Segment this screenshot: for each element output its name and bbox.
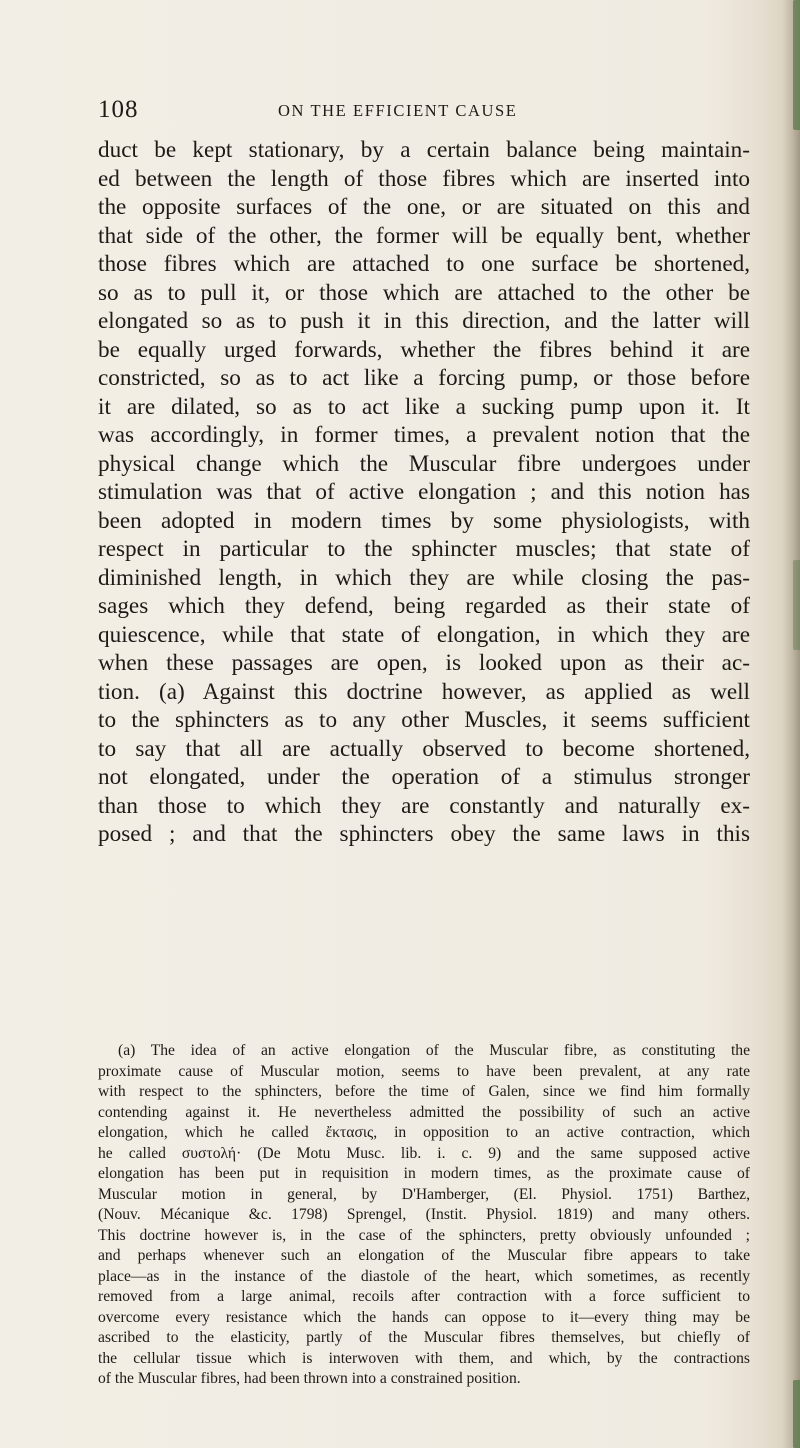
text-line: not elongated, under the operation of a stimulus stronger [98,764,750,790]
footnote-line: overcome every resistance which the hands can oppose to it—every thing may be [98,1308,750,1326]
running-head: ON THE EFFICIENT CAUSE [278,101,518,120]
text-line: was accordingly, in former times, a prevalent notion that the [98,422,750,448]
text-line: physical change which the Muscular fibre undergoes under [98,450,750,477]
text-line: it are dilated, so as to act like a sucking pump upon it. It [98,393,750,420]
footnote-line: with respect to the sphincters, before the time of Galen, since we find him formally [98,1083,750,1100]
text-line: posed ; and that the sphincters obey the same laws in this [98,821,750,847]
footnote-line: elongation has been put in requisition in modern times, as the proximate cause of [98,1165,750,1182]
footnote-line: place—as in the instance of the diastole of the heart, which sometimes, as recently [98,1267,750,1285]
footnote-line: (a) The idea of an active elongation of the Muscular fibre, as constituting the [118,1042,750,1059]
page-edge-shadow [782,0,800,1448]
text-line: diminished length, in which they are while closing the pas- [98,564,750,591]
text-line: sages which they defend, being regarded as their state of [98,593,750,619]
footnote-line: (Nouv. Mécanique &c. 1798) Sprengel, (Instit. Physiol. 1819) and many others. [98,1206,750,1223]
text-line: the opposite surfaces of the one, or are situated on this and [98,194,750,220]
footnote-line: the cellular tissue which is interwoven with them, and which, by the contractions [98,1349,750,1367]
text-line: to the sphincters as to any other Muscles, it seems sufficient [98,707,750,733]
text-line: constricted, so as to act like a forcing pump, or those before [98,365,750,391]
text-line: tion. (a) Against this doctrine however, as applied as well [98,678,750,705]
text-line: than those to which they are constantly and naturally ex- [98,792,750,819]
text-line: that side of the other, the former will be equally bent, whether [98,222,750,249]
footnote-line: This doctrine however is, in the case of the sphincters, pretty obviously unfounded ; [98,1226,750,1244]
page-edge-mark [793,1380,800,1448]
text-line: ed between the length of those fibres which are inserted into [98,165,750,192]
text-line: elongated so as to push it in this direction, and the latter will [98,308,750,334]
text-line: when these passages are open, is looked upon as their ac- [98,650,750,676]
text-line: those fibres which are attached to one surface be shortened, [98,251,750,277]
footnote-line: and perhaps whenever such an elongation of the Muscular fibre appears to take [98,1247,750,1264]
page-edge-mark [793,0,800,130]
text-line: be equally urged forwards, whether the fibres behind it are [98,336,750,363]
footnote-line: of the Muscular fibres, had been thrown into a constrained position. [98,1370,521,1387]
text-line: quiescence, while that state of elongation, in which they are [98,621,750,648]
footnote-line: contending against it. He nevertheless admitted the possibility of such an active [98,1103,750,1121]
text-line: duct be kept stationary, by a certain balance being maintain- [98,137,750,163]
text-line: stimulation was that of active elongation ; and this notion has [98,479,750,505]
footnote-line: Muscular motion in general, by D'Hamberger, (El. Physiol. 1751) Barthez, [98,1185,750,1203]
footnote [98,1041,750,1390]
footnote-line: removed from a large animal, recoils after contraction with a force sufficient to [98,1288,750,1305]
page-edge-mark [793,560,800,650]
page-number: 108 [98,96,139,123]
page-header [98,96,750,132]
main-text [98,136,750,849]
footnote-line: ascribed to the elasticity, partly of the Muscular fibres themselves, but chiefly of [98,1329,750,1346]
footnote-line: he called συστολή· (De Motu Musc. lib. i. c. 9) and the same supposed active [98,1144,750,1162]
text-line: to say that all are actually observed to become shortened, [98,735,750,762]
text-line: so as to pull it, or those which are attached to the other be [98,279,750,306]
footnote-line: proximate cause of Muscular motion, seems to have been prevalent, at any rate [98,1062,750,1080]
text-line: been adopted in modern times by some physiologists, with [98,507,750,534]
text-line: respect in particular to the sphincter muscles; that state of [98,536,750,562]
footnote-line: elongation, which he called ἔκτασις, in opposition to an active contraction, which [98,1124,750,1141]
